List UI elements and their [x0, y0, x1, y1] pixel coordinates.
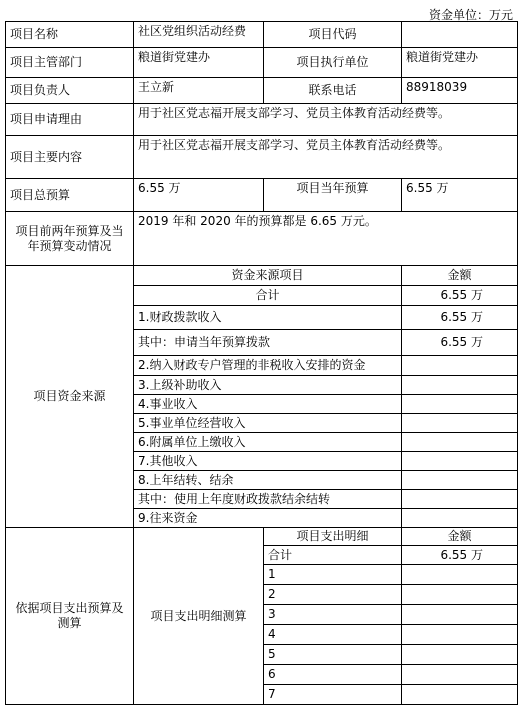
owner-value: 王立新	[134, 78, 264, 104]
funding-row-amount	[402, 376, 518, 395]
reason-value: 用于社区党志福开展支部学习、党员主体教育活动经费等。	[134, 104, 518, 136]
funding-row-amount: 6.55 万	[402, 330, 518, 356]
funding-row-amount	[402, 509, 518, 528]
project-table	[5, 21, 518, 705]
funding-row-item: 7.其他收入	[134, 452, 402, 471]
funding-row-amount	[402, 395, 518, 414]
funding-header-item: 资金来源项目	[134, 266, 402, 286]
year-budget-label: 项目当年预算	[264, 179, 402, 212]
year-budget-value: 6.55 万	[402, 179, 518, 212]
expense-row-item: 6	[264, 665, 402, 685]
budget-change-label: 项目前两年预算及当年预算变动情况	[6, 212, 134, 266]
unit-label: 资金单位：万元	[428, 8, 513, 22]
funding-row-amount: 6.55 万	[402, 306, 518, 330]
funding-row-amount	[402, 471, 518, 490]
funding-row-item: 4.事业收入	[134, 395, 402, 414]
expense-row-item: 合计	[264, 546, 402, 565]
content-value: 用于社区党志福开展支部学习、党员主体教育活动经费等。	[134, 136, 518, 179]
expense-row-item: 3	[264, 605, 402, 625]
dept-value: 粮道街党建办	[134, 48, 264, 78]
project-name-label: 项目名称	[6, 22, 134, 48]
expense-sub-label: 项目支出明细测算	[134, 528, 264, 705]
expense-row-amount	[402, 625, 518, 645]
dept-label: 项目主管部门	[6, 48, 134, 78]
funding-header-amount: 金额	[402, 266, 518, 286]
budget-change-value: 2019 年和 2020 年的预算都是 6.65 万元。	[134, 212, 518, 266]
funding-row-amount	[402, 452, 518, 471]
project-code-value	[402, 22, 518, 48]
funding-row-item: 5.事业单位经营收入	[134, 414, 402, 433]
funding-row-item: 合计	[134, 286, 402, 306]
expense-header-item: 项目支出明细	[264, 528, 402, 546]
expense-row-item: 2	[264, 585, 402, 605]
phone-label: 联系电话	[264, 78, 402, 104]
expense-row-item: 5	[264, 645, 402, 665]
content-label: 项目主要内容	[6, 136, 134, 179]
funding-row-item: 2.纳入财政专户管理的非税收入安排的资金	[134, 356, 402, 376]
expense-row-amount	[402, 585, 518, 605]
owner-label: 项目负责人	[6, 78, 134, 104]
expense-row-amount	[402, 645, 518, 665]
expense-row-item: 7	[264, 685, 402, 705]
funding-row-amount	[402, 490, 518, 509]
funding-row-item: 8.上年结转、结余	[134, 471, 402, 490]
funding-row-item: 3.上级补助收入	[134, 376, 402, 395]
funding-row-item: 其中：使用上年度财政拨款结余结转	[134, 490, 402, 509]
exec-unit-label: 项目执行单位	[264, 48, 402, 78]
phone-value: 88918039	[402, 78, 518, 104]
funding-row-amount	[402, 414, 518, 433]
expense-section-label: 依据项目支出预算及测算	[6, 528, 134, 705]
funding-section-label: 项目资金来源	[6, 266, 134, 528]
funding-row-amount	[402, 433, 518, 452]
project-code-label: 项目代码	[264, 22, 402, 48]
funding-row-item: 9.往来资金	[134, 509, 402, 528]
funding-row-item: 其中：申请当年预算拨款	[134, 330, 402, 356]
expense-row-amount	[402, 665, 518, 685]
expense-row-amount	[402, 685, 518, 705]
total-budget-label: 项目总预算	[6, 179, 134, 212]
expense-row-amount	[402, 605, 518, 625]
funding-row-item: 1.财政拨款收入	[134, 306, 402, 330]
funding-row-amount	[402, 356, 518, 376]
funding-row-amount: 6.55 万	[402, 286, 518, 306]
project-name-value: 社区党组织活动经费	[134, 22, 264, 48]
total-budget-value: 6.55 万	[134, 179, 264, 212]
expense-row-item: 1	[264, 565, 402, 585]
expense-row-item: 4	[264, 625, 402, 645]
reason-label: 项目申请理由	[6, 104, 134, 136]
funding-row-item: 6.附属单位上缴收入	[134, 433, 402, 452]
expense-header-amount: 金额	[402, 528, 518, 546]
expense-row-amount: 6.55 万	[402, 546, 518, 565]
expense-row-amount	[402, 565, 518, 585]
exec-unit-value: 粮道街党建办	[402, 48, 518, 78]
